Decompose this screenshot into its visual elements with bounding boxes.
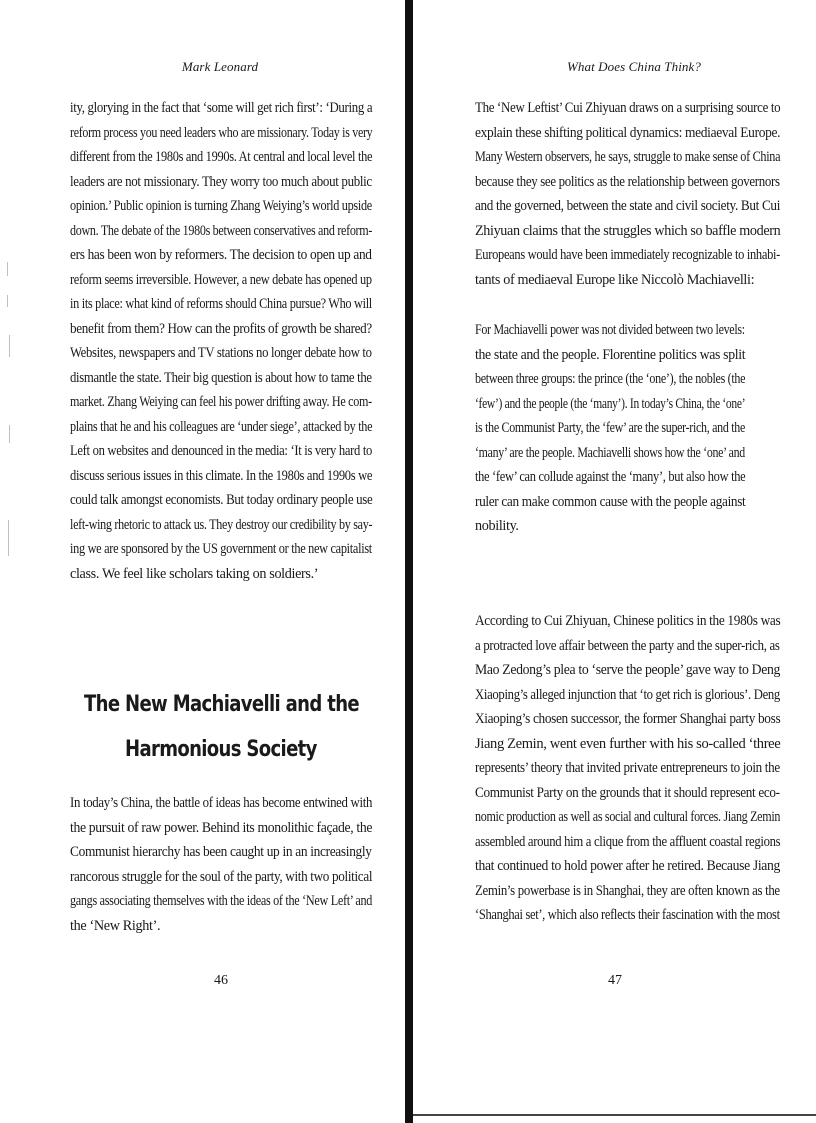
text-line: reform seems irreversible. However, a new debate has opened up [70,271,372,288]
text-line: plains that he and his colleagues are ‘under siege’, attacked by the [70,418,373,435]
text-line: the state and the people. Florentine politics was split [475,346,746,363]
text-line: Zhiyuan claims that the struggles which so baffle modern [475,222,781,239]
scan-artifact [9,335,10,357]
text-line: ‘Shanghai set’, which also reflects their fascination with the most [475,907,780,923]
text-line: Mao Zedong’s plea to ‘serve the people’ gave way to Deng [475,662,781,678]
text-line: assembled around him a clique from the affluent coastal regions [475,833,781,850]
text-line: Websites, newspapers and TV stations no longer debate how to [70,345,372,361]
right-page [414,0,816,1123]
text-line: dismantle the state. Their big question is about how to tame the [70,369,372,386]
text-line: down. The debate of the 1980s between conservatives and reform- [70,222,373,239]
text-line: In today’s China, the battle of ideas has become entwined with [70,795,373,811]
scan-artifact [7,262,8,276]
text-line: a protracted love affair between the party and the super-rich, as [475,637,780,654]
text-line: is the Communist Party, the ‘few’ are the super-rich, and the [475,420,745,436]
heading-line: The New Machiavelli and the [84,692,359,717]
text-line: between three groups: the prince (the ‘one’), the nobles (the [475,371,746,387]
text-line: in its place: what kind of reforms should China pursue? Who will [70,296,372,312]
text-line: could talk amongst economists. But today ordinary people use [70,492,373,508]
text-line: nobility. [475,518,519,534]
text-line: discuss serious issues in this climate. In the 1980s and 1990s we [70,467,373,484]
text-line: and the governed, between the state and civil society. But Cui [475,198,781,214]
text-line: ity, glorying in the fact that ‘some will get rich first’: ‘During a [70,100,373,116]
text-line: Communist hierarchy has been caught up in an increasingly [70,844,372,860]
text-line: nomic production as well as social and cultural forces. Jiang Zemin [475,809,781,825]
text-line: because they see politics as the relationship between governors [475,173,780,190]
text-line: leaders are not missionary. They worry too much about public [70,173,372,190]
text-line: left-wing rhetoric to attack us. They destroy our credibility by say- [70,516,373,533]
text-line: that continued to hold power after he retired. Because Jiang [475,858,781,874]
text-line: tants of mediaeval Europe like Niccolò Machiavelli: [475,271,755,288]
heading-line: Harmonious Society [125,737,317,762]
text-line: the ‘New Right’. [70,917,161,934]
text-line: Many Western observers, he says, struggle to make sense of China [475,149,781,165]
text-line: For Machiavelli power was not divided between two levels: [475,322,745,338]
text-line: Jiang Zemin, went even further with his so-called ‘three [475,735,781,752]
text-line: ers has been won by reformers. The decision to open up and [70,247,372,263]
text-line: reform process you need leaders who are missionary. Today is very [70,124,373,141]
text-line: Xiaoping’s chosen successor, the former Shanghai party boss [475,711,781,727]
text-line: opinion.’ Public opinion is turning Zhang Weiying’s world upside [70,198,372,214]
text-line: ‘many’ are the people. Machiavelli shows how the ‘one’ and [475,444,745,461]
text-line: ruler can make common cause with the people against [475,493,746,510]
text-line: ‘few’) and the people (the ‘many’). In today’s China, the ‘one’ [475,395,746,412]
running-head-author: Mark Leonard [181,59,259,74]
text-line: class. We feel like scholars taking on soldiers.’ [70,565,319,582]
text-line: gangs associating themselves with the ideas of the ‘New Left’ and [70,893,373,909]
page-number-left: 46 [214,973,228,988]
text-line: different from the 1980s and 1990s. At central and local level the [70,149,373,165]
text-line: the pursuit of raw power. Behind its monolithic façade, the [70,819,373,836]
text-line: the ‘few’ can collude against the ‘many’, but also how the [475,469,746,485]
text-line: According to Cui Zhiyuan, Chinese politics in the 1980s was [475,613,781,629]
text-line: benefit from them? How can the profits of growth be shared? [70,320,372,337]
text-line: market. Zhang Weiying can feel his power drifting away. He com- [70,394,372,410]
scan-artifact [8,520,9,556]
text-line: ing we are sponsored by the US government or the new capitalist [70,541,372,557]
text-line: Europeans would have been immediately recognizable to inhabi- [475,247,781,263]
text-line: Xiaoping’s alleged injunction that ‘to get rich is glorious’. Deng [475,686,780,703]
scan-artifact [9,425,10,443]
running-head-title: What Does China Think? [566,59,701,74]
scan-artifact [7,295,8,307]
text-line: represents’ theory that invited private entrepreneurs to join the [475,760,780,776]
text-line: The ‘New Leftist’ Cui Zhiyuan draws on a surprising source to [475,100,781,116]
text-line: explain these shifting political dynamics: mediaeval Europe. [475,124,781,141]
text-line: rancorous struggle for the soul of the party, with two political [70,868,373,885]
text-line: Left on websites and denounced in the media: ‘It is very hard to [70,443,373,459]
book-spine-gutter [405,0,413,1123]
text-line: Communist Party on the grounds that it should represent eco- [475,784,780,801]
page-number-right: 47 [608,973,622,988]
text-line: Zemin’s powerbase is in Shanghai, they are often known as the [475,882,780,899]
